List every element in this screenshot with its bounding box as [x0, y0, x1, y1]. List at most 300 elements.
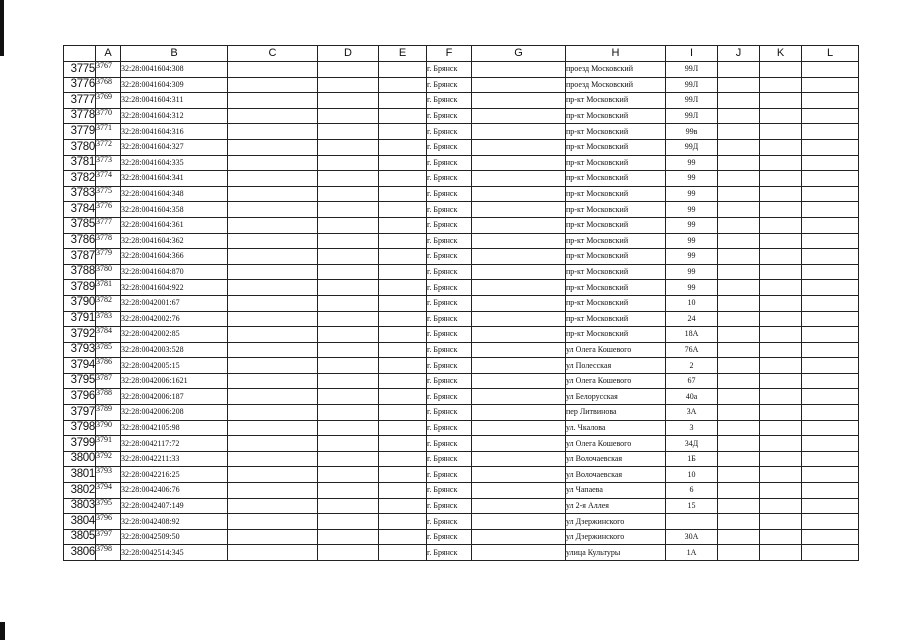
- cell-c[interactable]: [228, 217, 318, 233]
- cell-e[interactable]: [379, 217, 427, 233]
- column-header-k[interactable]: K: [760, 46, 802, 62]
- cell-j[interactable]: [718, 342, 760, 358]
- cell-d[interactable]: [318, 202, 379, 218]
- cell-g[interactable]: [472, 62, 566, 78]
- cell-i[interactable]: 6: [666, 483, 718, 499]
- cell-e[interactable]: [379, 467, 427, 483]
- cell-a[interactable]: 3784: [96, 327, 121, 343]
- cell-f[interactable]: г. Брянск: [427, 233, 472, 249]
- cell-b[interactable]: 32:28:0042514:345: [121, 545, 228, 561]
- cell-e[interactable]: [379, 93, 427, 109]
- cell-c[interactable]: [228, 451, 318, 467]
- cell-b[interactable]: 32:28:0042216:25: [121, 467, 228, 483]
- cell-b[interactable]: 32:28:0042117:72: [121, 436, 228, 452]
- cell-k[interactable]: [760, 155, 802, 171]
- cell-c[interactable]: [228, 155, 318, 171]
- cell-f[interactable]: г. Брянск: [427, 467, 472, 483]
- cell-b[interactable]: 32:28:0042003:528: [121, 342, 228, 358]
- cell-h[interactable]: пр-кт Московский: [566, 186, 666, 202]
- cell-a[interactable]: 3767: [96, 62, 121, 78]
- row-number[interactable]: 3782: [64, 171, 96, 187]
- cell-c[interactable]: [228, 436, 318, 452]
- cell-k[interactable]: [760, 93, 802, 109]
- row-number[interactable]: 3787: [64, 249, 96, 265]
- cell-j[interactable]: [718, 389, 760, 405]
- cell-g[interactable]: [472, 373, 566, 389]
- cell-d[interactable]: [318, 280, 379, 296]
- cell-h[interactable]: пр-кт Московский: [566, 93, 666, 109]
- cell-e[interactable]: [379, 529, 427, 545]
- cell-i[interactable]: 99Л: [666, 77, 718, 93]
- cell-l[interactable]: [802, 249, 859, 265]
- cell-l[interactable]: [802, 373, 859, 389]
- cell-i[interactable]: 99: [666, 202, 718, 218]
- cell-k[interactable]: [760, 483, 802, 499]
- cell-f[interactable]: г. Брянск: [427, 436, 472, 452]
- cell-e[interactable]: [379, 483, 427, 499]
- row-number[interactable]: 3789: [64, 280, 96, 296]
- cell-e[interactable]: [379, 295, 427, 311]
- cell-j[interactable]: [718, 529, 760, 545]
- cell-c[interactable]: [228, 498, 318, 514]
- cell-g[interactable]: [472, 108, 566, 124]
- cell-i[interactable]: 99: [666, 171, 718, 187]
- cell-l[interactable]: [802, 186, 859, 202]
- cell-h[interactable]: пр-кт Московский: [566, 295, 666, 311]
- cell-a[interactable]: 3772: [96, 139, 121, 155]
- cell-k[interactable]: [760, 171, 802, 187]
- row-number[interactable]: 3783: [64, 186, 96, 202]
- cell-h[interactable]: ул Белорусская: [566, 389, 666, 405]
- cell-c[interactable]: [228, 420, 318, 436]
- cell-c[interactable]: [228, 405, 318, 421]
- cell-l[interactable]: [802, 451, 859, 467]
- row-number[interactable]: 3784: [64, 202, 96, 218]
- cell-h[interactable]: ул Волочаевская: [566, 451, 666, 467]
- cell-j[interactable]: [718, 108, 760, 124]
- cell-l[interactable]: [802, 420, 859, 436]
- cell-k[interactable]: [760, 373, 802, 389]
- row-number[interactable]: 3806: [64, 545, 96, 561]
- cell-b[interactable]: 32:28:0042002:85: [121, 327, 228, 343]
- row-number[interactable]: 3795: [64, 373, 96, 389]
- cell-l[interactable]: [802, 108, 859, 124]
- cell-b[interactable]: 32:28:0041604:312: [121, 108, 228, 124]
- cell-k[interactable]: [760, 389, 802, 405]
- cell-g[interactable]: [472, 389, 566, 405]
- cell-c[interactable]: [228, 108, 318, 124]
- row-number[interactable]: 3780: [64, 139, 96, 155]
- cell-l[interactable]: [802, 295, 859, 311]
- cell-f[interactable]: г. Брянск: [427, 389, 472, 405]
- cell-l[interactable]: [802, 62, 859, 78]
- cell-j[interactable]: [718, 311, 760, 327]
- cell-h[interactable]: ул Дзержинского: [566, 514, 666, 530]
- column-header-d[interactable]: D: [318, 46, 379, 62]
- cell-k[interactable]: [760, 342, 802, 358]
- cell-g[interactable]: [472, 280, 566, 296]
- cell-d[interactable]: [318, 483, 379, 499]
- column-header-i[interactable]: I: [666, 46, 718, 62]
- cell-e[interactable]: [379, 171, 427, 187]
- cell-f[interactable]: г. Брянск: [427, 62, 472, 78]
- row-number[interactable]: 3805: [64, 529, 96, 545]
- cell-f[interactable]: г. Брянск: [427, 529, 472, 545]
- cell-e[interactable]: [379, 342, 427, 358]
- cell-f[interactable]: г. Брянск: [427, 327, 472, 343]
- cell-l[interactable]: [802, 139, 859, 155]
- cell-a[interactable]: 3785: [96, 342, 121, 358]
- cell-c[interactable]: [228, 264, 318, 280]
- cell-h[interactable]: пр-кт Московский: [566, 171, 666, 187]
- cell-d[interactable]: [318, 451, 379, 467]
- cell-l[interactable]: [802, 436, 859, 452]
- cell-d[interactable]: [318, 77, 379, 93]
- cell-l[interactable]: [802, 389, 859, 405]
- cell-c[interactable]: [228, 280, 318, 296]
- cell-e[interactable]: [379, 249, 427, 265]
- row-number[interactable]: 3775: [64, 62, 96, 78]
- cell-i[interactable]: 3А: [666, 405, 718, 421]
- cell-i[interactable]: 99: [666, 186, 718, 202]
- cell-f[interactable]: г. Брянск: [427, 342, 472, 358]
- cell-f[interactable]: г. Брянск: [427, 264, 472, 280]
- cell-e[interactable]: [379, 155, 427, 171]
- cell-b[interactable]: 32:28:0041604:366: [121, 249, 228, 265]
- cell-g[interactable]: [472, 529, 566, 545]
- cell-a[interactable]: 3791: [96, 436, 121, 452]
- cell-c[interactable]: [228, 77, 318, 93]
- cell-a[interactable]: 3776: [96, 202, 121, 218]
- cell-i[interactable]: 99Л: [666, 93, 718, 109]
- cell-j[interactable]: [718, 171, 760, 187]
- cell-a[interactable]: 3786: [96, 358, 121, 374]
- cell-h[interactable]: проезд Московский: [566, 62, 666, 78]
- column-header-e[interactable]: E: [379, 46, 427, 62]
- row-number[interactable]: 3793: [64, 342, 96, 358]
- cell-d[interactable]: [318, 108, 379, 124]
- cell-k[interactable]: [760, 467, 802, 483]
- cell-b[interactable]: 32:28:0042006:1621: [121, 373, 228, 389]
- row-number[interactable]: 3777: [64, 93, 96, 109]
- cell-f[interactable]: г. Брянск: [427, 545, 472, 561]
- cell-l[interactable]: [802, 77, 859, 93]
- cell-e[interactable]: [379, 280, 427, 296]
- cell-a[interactable]: 3773: [96, 155, 121, 171]
- cell-j[interactable]: [718, 483, 760, 499]
- cell-a[interactable]: 3769: [96, 93, 121, 109]
- cell-g[interactable]: [472, 186, 566, 202]
- cell-h[interactable]: ул 2-я Аллея: [566, 498, 666, 514]
- cell-d[interactable]: [318, 186, 379, 202]
- cell-j[interactable]: [718, 498, 760, 514]
- cell-a[interactable]: 3770: [96, 108, 121, 124]
- cell-l[interactable]: [802, 498, 859, 514]
- cell-d[interactable]: [318, 249, 379, 265]
- cell-k[interactable]: [760, 420, 802, 436]
- cell-c[interactable]: [228, 171, 318, 187]
- cell-j[interactable]: [718, 420, 760, 436]
- cell-j[interactable]: [718, 467, 760, 483]
- cell-g[interactable]: [472, 327, 566, 343]
- cell-a[interactable]: 3771: [96, 124, 121, 140]
- cell-g[interactable]: [472, 545, 566, 561]
- cell-k[interactable]: [760, 405, 802, 421]
- cell-l[interactable]: [802, 467, 859, 483]
- cell-l[interactable]: [802, 171, 859, 187]
- cell-c[interactable]: [228, 233, 318, 249]
- cell-i[interactable]: 18А: [666, 327, 718, 343]
- cell-d[interactable]: [318, 358, 379, 374]
- cell-d[interactable]: [318, 93, 379, 109]
- cell-h[interactable]: пр-кт Московский: [566, 311, 666, 327]
- row-number[interactable]: 3776: [64, 77, 96, 93]
- row-number[interactable]: 3790: [64, 295, 96, 311]
- cell-l[interactable]: [802, 342, 859, 358]
- cell-k[interactable]: [760, 451, 802, 467]
- cell-l[interactable]: [802, 327, 859, 343]
- row-number[interactable]: 3788: [64, 264, 96, 280]
- cell-a[interactable]: 3774: [96, 171, 121, 187]
- cell-d[interactable]: [318, 327, 379, 343]
- column-header-b[interactable]: B: [121, 46, 228, 62]
- cell-d[interactable]: [318, 420, 379, 436]
- cell-g[interactable]: [472, 249, 566, 265]
- cell-b[interactable]: 32:28:0041604:358: [121, 202, 228, 218]
- cell-g[interactable]: [472, 405, 566, 421]
- cell-a[interactable]: 3795: [96, 498, 121, 514]
- cell-j[interactable]: [718, 545, 760, 561]
- cell-e[interactable]: [379, 451, 427, 467]
- corner-cell[interactable]: [64, 46, 96, 62]
- column-header-j[interactable]: J: [718, 46, 760, 62]
- cell-b[interactable]: 32:28:0041604:922: [121, 280, 228, 296]
- cell-e[interactable]: [379, 77, 427, 93]
- cell-b[interactable]: 32:28:0042002:76: [121, 311, 228, 327]
- cell-a[interactable]: 3775: [96, 186, 121, 202]
- cell-i[interactable]: 99: [666, 264, 718, 280]
- cell-c[interactable]: [228, 514, 318, 530]
- cell-e[interactable]: [379, 358, 427, 374]
- cell-d[interactable]: [318, 529, 379, 545]
- cell-g[interactable]: [472, 155, 566, 171]
- row-number[interactable]: 3799: [64, 436, 96, 452]
- row-number[interactable]: 3804: [64, 514, 96, 530]
- cell-j[interactable]: [718, 233, 760, 249]
- cell-k[interactable]: [760, 295, 802, 311]
- cell-e[interactable]: [379, 202, 427, 218]
- cell-k[interactable]: [760, 186, 802, 202]
- cell-e[interactable]: [379, 233, 427, 249]
- cell-b[interactable]: 32:28:0042406:76: [121, 483, 228, 499]
- cell-c[interactable]: [228, 358, 318, 374]
- cell-i[interactable]: 99Д: [666, 139, 718, 155]
- cell-c[interactable]: [228, 327, 318, 343]
- cell-c[interactable]: [228, 295, 318, 311]
- cell-i[interactable]: 1Б: [666, 451, 718, 467]
- cell-c[interactable]: [228, 389, 318, 405]
- cell-k[interactable]: [760, 249, 802, 265]
- cell-g[interactable]: [472, 139, 566, 155]
- cell-f[interactable]: г. Брянск: [427, 280, 472, 296]
- cell-b[interactable]: 32:28:0041604:341: [121, 171, 228, 187]
- cell-c[interactable]: [228, 124, 318, 140]
- cell-i[interactable]: 1А: [666, 545, 718, 561]
- cell-a[interactable]: 3787: [96, 373, 121, 389]
- cell-b[interactable]: 32:28:0041604:335: [121, 155, 228, 171]
- cell-f[interactable]: г. Брянск: [427, 358, 472, 374]
- cell-j[interactable]: [718, 280, 760, 296]
- cell-i[interactable]: 30А: [666, 529, 718, 545]
- cell-b[interactable]: 32:28:0041604:316: [121, 124, 228, 140]
- cell-e[interactable]: [379, 108, 427, 124]
- cell-k[interactable]: [760, 498, 802, 514]
- row-number[interactable]: 3797: [64, 405, 96, 421]
- cell-a[interactable]: 3789: [96, 405, 121, 421]
- cell-j[interactable]: [718, 373, 760, 389]
- cell-c[interactable]: [228, 202, 318, 218]
- cell-h[interactable]: улица Культуры: [566, 545, 666, 561]
- cell-b[interactable]: 32:28:0042006:208: [121, 405, 228, 421]
- cell-j[interactable]: [718, 186, 760, 202]
- cell-a[interactable]: 3781: [96, 280, 121, 296]
- cell-l[interactable]: [802, 514, 859, 530]
- cell-d[interactable]: [318, 514, 379, 530]
- row-number[interactable]: 3798: [64, 420, 96, 436]
- cell-d[interactable]: [318, 217, 379, 233]
- cell-k[interactable]: [760, 264, 802, 280]
- cell-j[interactable]: [718, 155, 760, 171]
- column-header-c[interactable]: C: [228, 46, 318, 62]
- cell-d[interactable]: [318, 405, 379, 421]
- cell-i[interactable]: 10: [666, 295, 718, 311]
- cell-j[interactable]: [718, 264, 760, 280]
- cell-j[interactable]: [718, 295, 760, 311]
- cell-l[interactable]: [802, 529, 859, 545]
- cell-f[interactable]: г. Брянск: [427, 405, 472, 421]
- row-number[interactable]: 3779: [64, 124, 96, 140]
- cell-k[interactable]: [760, 311, 802, 327]
- cell-h[interactable]: пер Литвинова: [566, 405, 666, 421]
- cell-e[interactable]: [379, 498, 427, 514]
- cell-d[interactable]: [318, 124, 379, 140]
- cell-e[interactable]: [379, 139, 427, 155]
- cell-g[interactable]: [472, 264, 566, 280]
- cell-g[interactable]: [472, 171, 566, 187]
- row-number[interactable]: 3792: [64, 327, 96, 343]
- cell-g[interactable]: [472, 498, 566, 514]
- cell-e[interactable]: [379, 264, 427, 280]
- cell-h[interactable]: пр-кт Московский: [566, 264, 666, 280]
- cell-h[interactable]: пр-кт Московский: [566, 233, 666, 249]
- cell-c[interactable]: [228, 483, 318, 499]
- cell-g[interactable]: [472, 420, 566, 436]
- cell-c[interactable]: [228, 373, 318, 389]
- cell-g[interactable]: [472, 467, 566, 483]
- cell-a[interactable]: 3783: [96, 311, 121, 327]
- cell-a[interactable]: 3782: [96, 295, 121, 311]
- cell-f[interactable]: г. Брянск: [427, 311, 472, 327]
- cell-c[interactable]: [228, 249, 318, 265]
- cell-f[interactable]: г. Брянск: [427, 124, 472, 140]
- cell-f[interactable]: г. Брянск: [427, 202, 472, 218]
- cell-a[interactable]: 3798: [96, 545, 121, 561]
- cell-e[interactable]: [379, 373, 427, 389]
- cell-k[interactable]: [760, 233, 802, 249]
- cell-b[interactable]: 32:28:0041604:361: [121, 217, 228, 233]
- cell-k[interactable]: [760, 108, 802, 124]
- cell-l[interactable]: [802, 358, 859, 374]
- row-number[interactable]: 3781: [64, 155, 96, 171]
- cell-f[interactable]: г. Брянск: [427, 249, 472, 265]
- cell-c[interactable]: [228, 311, 318, 327]
- cell-i[interactable]: 15: [666, 498, 718, 514]
- cell-g[interactable]: [472, 217, 566, 233]
- cell-b[interactable]: 32:28:0041604:308: [121, 62, 228, 78]
- cell-b[interactable]: 32:28:0041604:309: [121, 77, 228, 93]
- cell-a[interactable]: 3797: [96, 529, 121, 545]
- cell-d[interactable]: [318, 436, 379, 452]
- cell-d[interactable]: [318, 155, 379, 171]
- cell-j[interactable]: [718, 451, 760, 467]
- cell-k[interactable]: [760, 217, 802, 233]
- cell-j[interactable]: [718, 514, 760, 530]
- cell-h[interactable]: проезд Московский: [566, 77, 666, 93]
- cell-i[interactable]: 99: [666, 233, 718, 249]
- cell-j[interactable]: [718, 77, 760, 93]
- cell-e[interactable]: [379, 436, 427, 452]
- cell-i[interactable]: 99в: [666, 124, 718, 140]
- cell-k[interactable]: [760, 77, 802, 93]
- cell-i[interactable]: 99: [666, 217, 718, 233]
- cell-h[interactable]: пр-кт Московский: [566, 139, 666, 155]
- cell-h[interactable]: пр-кт Московский: [566, 217, 666, 233]
- cell-g[interactable]: [472, 514, 566, 530]
- cell-l[interactable]: [802, 405, 859, 421]
- cell-h[interactable]: ул Полесская: [566, 358, 666, 374]
- column-header-h[interactable]: H: [566, 46, 666, 62]
- cell-b[interactable]: 32:28:0041604:327: [121, 139, 228, 155]
- cell-b[interactable]: 32:28:0041604:348: [121, 186, 228, 202]
- cell-d[interactable]: [318, 373, 379, 389]
- cell-k[interactable]: [760, 545, 802, 561]
- cell-a[interactable]: 3788: [96, 389, 121, 405]
- cell-h[interactable]: ул Олега Кошевого: [566, 436, 666, 452]
- cell-k[interactable]: [760, 202, 802, 218]
- row-number[interactable]: 3791: [64, 311, 96, 327]
- cell-g[interactable]: [472, 93, 566, 109]
- cell-h[interactable]: ул Чапаева: [566, 483, 666, 499]
- cell-b[interactable]: 32:28:0042509:50: [121, 529, 228, 545]
- cell-i[interactable]: 99: [666, 249, 718, 265]
- cell-e[interactable]: [379, 62, 427, 78]
- cell-j[interactable]: [718, 139, 760, 155]
- cell-d[interactable]: [318, 233, 379, 249]
- cell-f[interactable]: г. Брянск: [427, 217, 472, 233]
- cell-b[interactable]: 32:28:0042105:98: [121, 420, 228, 436]
- cell-c[interactable]: [228, 467, 318, 483]
- cell-k[interactable]: [760, 280, 802, 296]
- cell-c[interactable]: [228, 529, 318, 545]
- column-header-f[interactable]: F: [427, 46, 472, 62]
- cell-h[interactable]: пр-кт Московский: [566, 327, 666, 343]
- cell-f[interactable]: г. Брянск: [427, 93, 472, 109]
- cell-i[interactable]: 34Д: [666, 436, 718, 452]
- cell-k[interactable]: [760, 139, 802, 155]
- cell-e[interactable]: [379, 545, 427, 561]
- cell-g[interactable]: [472, 233, 566, 249]
- cell-c[interactable]: [228, 62, 318, 78]
